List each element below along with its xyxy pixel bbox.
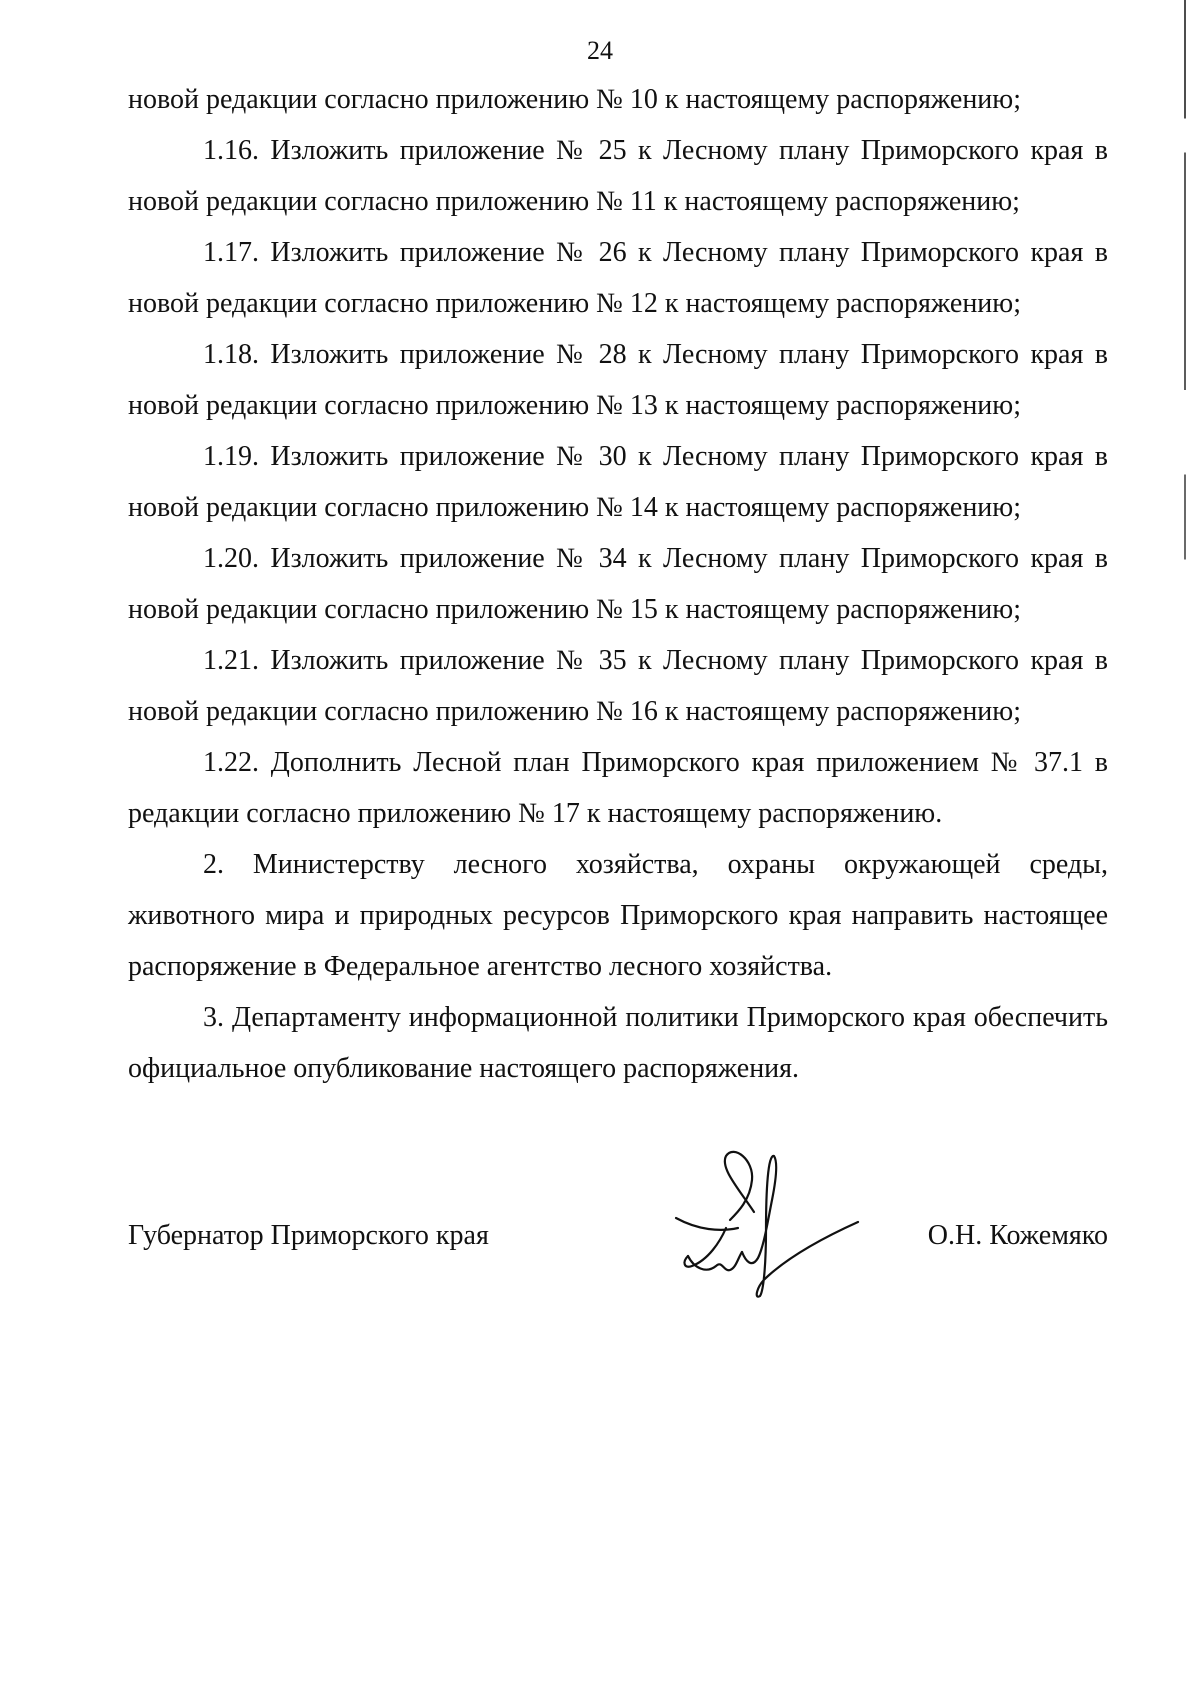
paragraph-continuation: новой редакции согласно приложению № 10 к настоящему распоряжению; bbox=[128, 84, 1021, 115]
signer-name: О.Н. Кожемяко bbox=[927, 1220, 1108, 1251]
scan-edge-line bbox=[1184, 0, 1186, 1695]
paragraph-item-1-18: 1.18. Изложить приложение № 28 к Лесному плану Приморского края в новой редакции согласно приложению № 13 к настоящему распоряжению; bbox=[128, 339, 1108, 421]
paragraph-item-1-16: 1.16. Изложить приложение № 25 к Лесному плану Приморского края в новой редакции согласно приложению № 11 к настоящему распоряжению; bbox=[128, 135, 1108, 217]
paragraph-item-1-20: 1.20. Изложить приложение № 34 к Лесному плану Приморского края в новой редакции согласно приложению № 15 к настоящему распоряжению; bbox=[128, 543, 1108, 625]
paragraph-item-1-17: 1.17. Изложить приложение № 26 к Лесному плану Приморского края в новой редакции согласно приложению № 12 к настоящему распоряжению; bbox=[128, 237, 1108, 319]
signer-title: Губернатор Приморского края bbox=[128, 1220, 489, 1251]
handwritten-signature bbox=[668, 1150, 868, 1320]
signature-block bbox=[128, 1180, 1108, 1320]
paragraph-item-1-19: 1.19. Изложить приложение № 30 к Лесному плану Приморского края в новой редакции согласно приложению № 14 к настоящему распоряжению; bbox=[128, 441, 1108, 523]
page-number: 24 bbox=[587, 36, 613, 65]
document-body bbox=[128, 74, 1108, 1094]
paragraph-item-3: 3. Департаменту информационной политики Приморского края обеспечить официальное опубликование настоящего распоряжения. bbox=[128, 1002, 1108, 1084]
paragraph-item-2: 2. Министерству лесного хозяйства, охраны окружающей среды, животного мира и природных ресурсов Приморского края направить настоящее распоряжение в Федеральное агентство лесного хозяйства. bbox=[128, 849, 1108, 982]
paragraph-item-1-22: 1.22. Дополнить Лесной план Приморского края приложением № 37.1 в редакции согласно приложению № 17 к настоящему распоряжению. bbox=[128, 747, 1108, 829]
paragraph-item-1-21: 1.21. Изложить приложение № 35 к Лесному плану Приморского края в новой редакции согласно приложению № 16 к настоящему распоряжению; bbox=[128, 645, 1108, 727]
